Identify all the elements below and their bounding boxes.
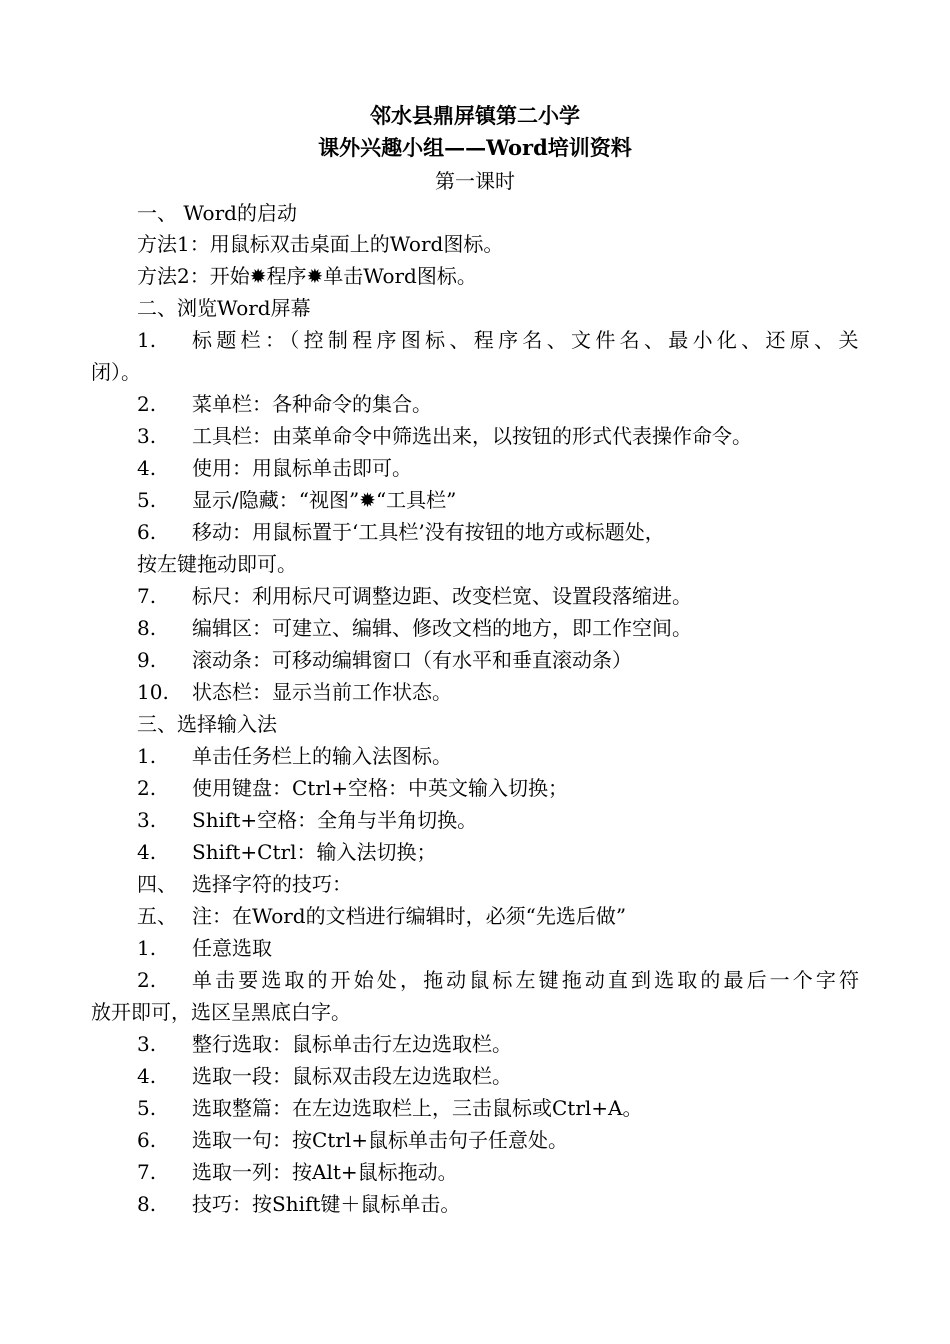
list-item-text: 任意选取 [192, 936, 272, 960]
list-item-number: 3. [137, 1032, 157, 1056]
list-item-number: 1. [137, 328, 157, 352]
list-item-number: 4. [137, 840, 157, 864]
list-item-text: 菜单栏：各种命令的集合。 [192, 392, 432, 416]
list-item-number: 9. [137, 648, 157, 672]
list-item-number: 10. [137, 680, 169, 704]
method2-text: 方法2：开始✹程序✹单击Word图标。 [137, 264, 477, 288]
list-item-number: 8. [137, 616, 157, 640]
list-item-number: 6. [137, 1128, 157, 1152]
list-item-number: 1. [137, 936, 157, 960]
list-item-text: 选取一段：鼠标双击段左边选取栏。 [192, 1064, 512, 1088]
section5-heading: 注：在Word的文档进行编辑时，必须“先选后做” [192, 904, 627, 928]
school-title: 邻水县鼎屏镇第二小学 [370, 103, 580, 128]
list-item-number: 2. [137, 968, 157, 992]
list-item-number: 5. [137, 1096, 157, 1120]
list-item-number: 5. [137, 488, 157, 512]
list-item-number: 7. [137, 1160, 157, 1184]
section4-heading: 选择字符的技巧： [192, 872, 352, 896]
lesson-title: 第一课时 [435, 169, 515, 193]
section3-heading: 三、选择输入法 [137, 712, 277, 736]
list-item-continuation: 闭）。 [91, 360, 141, 384]
section4-number: 四、 [137, 872, 177, 896]
section1-heading: 一、 Word的启动 [137, 201, 297, 225]
list-item-text: 使用：用鼠标单击即可。 [192, 456, 412, 480]
list-item-text: 状态栏：显示当前工作状态。 [192, 680, 452, 704]
course-title: 课外兴趣小组——Word培训资料 [318, 135, 632, 160]
list-item-number: 3. [137, 424, 157, 448]
list-item-text: 选取一句：按Ctrl+鼠标单击句子任意处。 [192, 1128, 569, 1152]
list-item-text: 选取整篇：在左边选取栏上，三击鼠标或Ctrl+A。 [192, 1096, 643, 1120]
list-item-text: 标题栏：（控制程序图标、程序名、文件名、最小化、还原、关 [192, 328, 859, 352]
list-item-number: 2. [137, 392, 157, 416]
list-item-number: 7. [137, 584, 157, 608]
list-item-text: 整行选取：鼠标单击行左边选取栏。 [192, 1032, 512, 1056]
list-item-text: 显示/隐藏：“视图”✹“工具栏” [192, 488, 457, 512]
list-item-text: 选取一列：按Alt+鼠标拖动。 [192, 1160, 458, 1184]
list-item-number: 3. [137, 808, 157, 832]
method1-text: 方法1：用鼠标双击桌面上的Word图标。 [137, 232, 504, 256]
list-item-text: 滚动条：可移动编辑窗口（有水平和垂直滚动条） [192, 648, 632, 672]
list-item-text: 使用键盘：Ctrl+空格：中英文输入切换； [192, 776, 569, 800]
section5-number: 五、 [137, 904, 177, 928]
list-item-text: 工具栏：由菜单命令中筛选出来，以按钮的形式代表操作命令。 [192, 424, 752, 448]
list-item-text: 单击要选取的开始处，拖动鼠标左键拖动直到选取的最后一个字符 [192, 968, 859, 992]
list-item-text: 移动：用鼠标置于‘工具栏’没有按钮的地方或标题处， [192, 520, 665, 544]
list-item-text: 技巧：按Shift键＋鼠标单击。 [192, 1192, 461, 1216]
list-item-number: 4. [137, 456, 157, 480]
list-item-text: Shift+Ctrl：输入法切换； [192, 840, 437, 864]
list-item-text: 编辑区：可建立、编辑、修改文档的地方，即工作空间。 [192, 616, 692, 640]
section2-heading: 二、浏览Word屏幕 [137, 296, 311, 320]
list-item-text: Shift+空格：全角与半角切换。 [192, 808, 478, 832]
list-item-number: 2. [137, 776, 157, 800]
list-item-number: 1. [137, 744, 157, 768]
list-item-number: 6. [137, 520, 157, 544]
list-item-continuation: 放开即可，选区呈黑底白字。 [91, 1000, 351, 1024]
list-item-number: 4. [137, 1064, 157, 1088]
list-item-number: 8. [137, 1192, 157, 1216]
list-item-text: 单击任务栏上的输入法图标。 [192, 744, 452, 768]
list-item-continuation: 按左键拖动即可。 [137, 552, 297, 576]
list-item-text: 标尺：利用标尺可调整边距、改变栏宽、设置段落缩进。 [192, 584, 692, 608]
